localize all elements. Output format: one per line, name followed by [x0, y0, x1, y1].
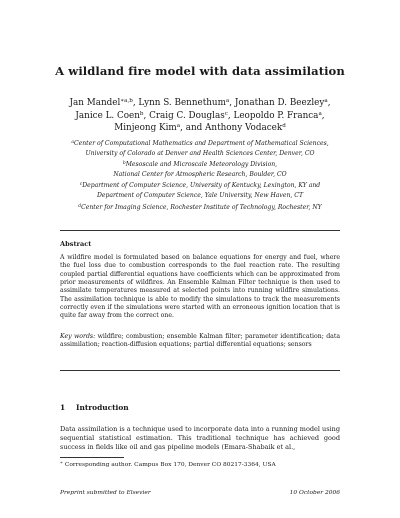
- footnote: [60, 461, 350, 469]
- affiliation-mark: b: [122, 161, 126, 166]
- author-name: Lynn S. Bennethum: [138, 98, 226, 108]
- author-name: Leopoldo P. Franca: [233, 110, 319, 121]
- affiliation-line: Department of Computer Science, University of Kentucky, Lexington, KY and: [82, 182, 321, 189]
- author-name: Jan Mandel: [69, 98, 121, 108]
- affiliation-d: [30, 203, 370, 213]
- affiliation-mark: a: [71, 140, 74, 145]
- author-name: Jonathan D. Beezley: [234, 98, 325, 108]
- author-separator: ,: [321, 110, 325, 121]
- author-line-1: [0, 97, 400, 110]
- author-name: Anthony Vodacek: [205, 123, 283, 134]
- abstract-top-rule: [60, 230, 340, 231]
- author-separator: ,: [227, 110, 234, 121]
- affiliation-b: [30, 160, 370, 179]
- author-affiliation-mark: a: [176, 123, 181, 130]
- author-name: Janice L. Coen: [75, 110, 140, 121]
- author-separator: ,: [229, 98, 235, 108]
- keywords-text: wildfire; combustion; ensemble Kalman filter; parameter identification; data assimilation; reaction-diffusion equations; partial differential equations; sensors: [60, 333, 341, 349]
- section-heading: [60, 403, 129, 412]
- affiliation-mark: d: [78, 204, 82, 209]
- author-affiliation-mark: c: [224, 110, 228, 117]
- keywords-label: Key words:: [60, 333, 96, 340]
- affiliation-line: University of Colorado at Denver and Health Sciences Center, Denver, CO: [85, 149, 315, 157]
- affiliation-mark: c: [79, 182, 83, 187]
- affiliation-c: [30, 181, 370, 200]
- author-affiliation-mark: ∗a,b: [120, 98, 133, 104]
- author-line-2: [0, 110, 400, 123]
- author-affiliation-mark: a: [225, 98, 230, 104]
- footer-date: 10 October 2006: [289, 490, 340, 496]
- author-separator: , and: [180, 123, 206, 134]
- affiliation-line: Mesoscale and Microscale Meteorology Division,: [125, 161, 278, 168]
- author-separator: ,: [143, 110, 150, 121]
- author-affiliation-mark: b: [139, 110, 144, 117]
- affiliation-a: [30, 139, 370, 158]
- section-title: Introduction: [76, 403, 129, 412]
- footnote-text: Corresponding author. Campus Box 170, Denver CO 80217-3364, USA: [64, 462, 276, 468]
- author-separator: ,: [327, 98, 331, 108]
- affiliation-line: Center for Imaging Science, Rochester Institute of Technology, Rochester, NY: [81, 204, 322, 211]
- section-number: 1: [60, 403, 66, 412]
- author-name: Craig C. Douglas: [149, 110, 225, 121]
- footnote-rule: [60, 457, 124, 458]
- footer-preprint-note: Preprint submitted to Elsevier: [60, 490, 151, 496]
- abstract-bottom-rule: [60, 370, 340, 371]
- affiliation-line: Center of Computational Mathematics and Department of Mathematical Sciences,: [73, 140, 329, 147]
- paper-title: A wildland fire model with data assimilation: [55, 64, 345, 78]
- affiliation-line: Department of Computer Science, Yale University, New Haven, CT: [96, 191, 304, 199]
- keywords: [60, 333, 340, 350]
- author-affiliation-mark: d: [282, 123, 286, 130]
- author-affiliation-mark: a: [324, 98, 328, 104]
- abstract-heading: Abstract: [60, 240, 92, 248]
- author-name: Minjeong Kim: [114, 123, 177, 134]
- abstract-text: A wildfire model is formulated based on balance equations for energy and fuel, where the fuel loss due to combustion corresponds to the fuel reaction rate. The resulting coupled partial differential equations have coefficients which can be approximated from prior measurements of wildfires. An Ensemble Kalman Filter technique is then used to assimilate temperatures measured at selected points into running wildfire simulations. The assimilation technique is able to modify the simulations to track the measurements correctly even if the simulations were started with an erroneous ignition location that is quite far away from the correct one.: [60, 254, 340, 320]
- footnote-mark: ∗: [60, 461, 63, 466]
- affiliation-line: National Center for Atmospheric Research, Boulder, CO: [113, 170, 287, 178]
- author-affiliation-mark: a: [318, 110, 322, 117]
- author-list: [0, 97, 400, 135]
- author-line-3: [0, 122, 400, 135]
- introduction-text: Data assimilation is a technique used to incorporate data into a running model using sequential statistical estimation. This traditional technique has achieved good success in fields like oil and gas pipeline models (Emara-Shabaik et al.,: [60, 425, 340, 451]
- author-separator: ,: [132, 98, 139, 108]
